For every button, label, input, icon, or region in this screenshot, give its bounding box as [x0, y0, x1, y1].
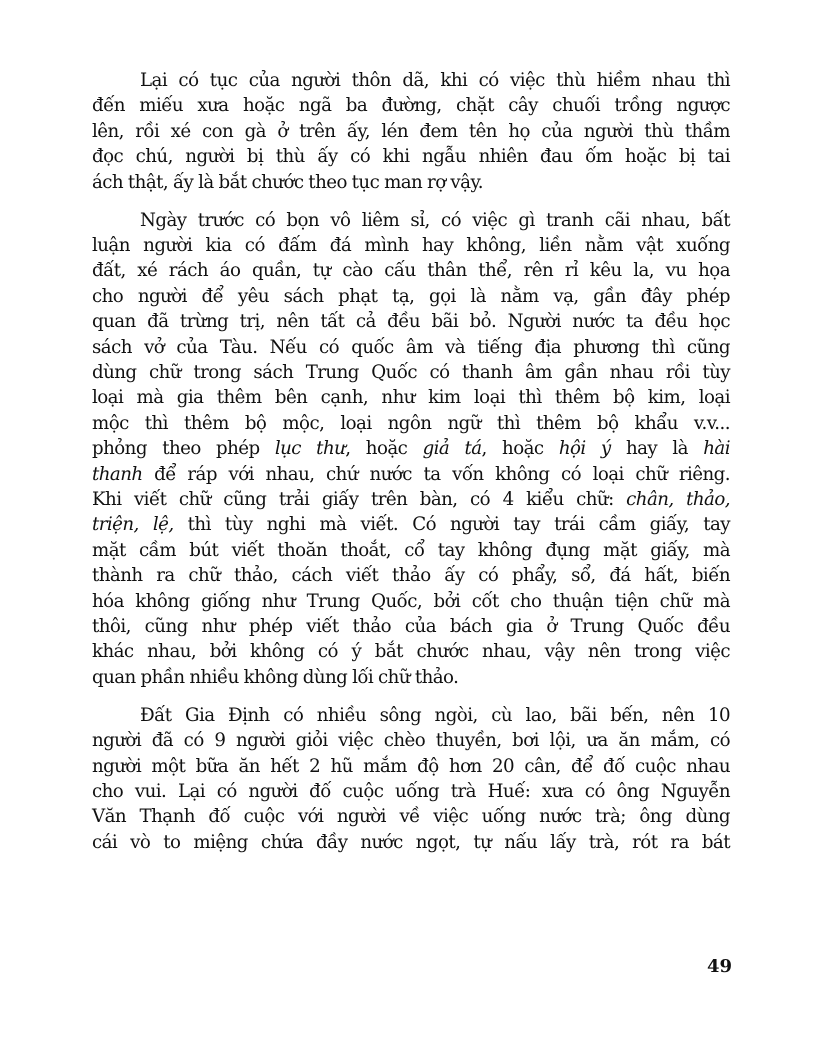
italic-term: hội ý — [558, 438, 611, 460]
text-line: đến miếu xưa hoặc ngã ba đường, chặt cây chuối trồng ngược — [92, 95, 730, 117]
paragraph — [92, 208, 730, 691]
page-number: 49 — [706, 956, 732, 977]
text-line: Đất Gia Định có nhiều sông ngòi, cù lao, bãi bến, nên 10 — [140, 704, 730, 726]
italic-term: hài — [703, 438, 730, 460]
text-line: thôi, cũng như phép viết thảo của bách gia ở Trung Quốc đều — [92, 616, 730, 638]
text-line: người đã có 9 người giỏi việc chèo thuyền, bơi lội, ưa ăn mắm, có — [92, 730, 730, 752]
text-line: mặt cầm bút viết thoăn thoắt, cổ tay không đụng mặt giấy, mà — [92, 539, 730, 561]
text-line: lên, rồi xé con gà ở trên ấy, lén đem tên họ của người thù thầm — [92, 120, 730, 142]
text-line: khác nhau, bởi không có ý bắt chước nhau, vậy nên trong việc — [92, 641, 730, 663]
body-text — [92, 68, 730, 868]
text-line: người một bữa ăn hết 2 hũ mắm độ hơn 20 cân, để đố cuộc nhau — [92, 755, 730, 777]
paragraph — [92, 703, 730, 855]
text-line: cái vò to miệng chứa đầy nước ngọt, tự nấu lấy trà, rót ra bát — [92, 831, 730, 853]
text-line: luận người kia có đấm đá mình hay không, liền nằm vật xuống — [92, 234, 730, 256]
text-line: sách vở của Tàu. Nếu có quốc âm và tiếng địa phương thì cũng — [92, 336, 730, 358]
text-line: cho người để yêu sách phạt tạ, gọi là nằm vạ, gần đây phép — [92, 285, 730, 307]
text-line: quan phần nhiều không dùng lối chữ thảo. — [92, 666, 459, 688]
text-line: đọc chú, người bị thù ấy có khi ngẫu nhiên đau ốm hoặc bị tai — [92, 146, 730, 168]
text-line: Lại có tục của người thôn dã, khi có việc thù hiềm nhau thì — [140, 70, 730, 91]
text-line: cho vui. Lại có người đố cuộc uống trà Huế: xưa có ông Nguyễn — [92, 780, 730, 802]
italic-term: chân, thảo, — [626, 489, 730, 510]
italic-term: lục thư — [274, 438, 346, 460]
italic-term: giả tá — [422, 438, 482, 460]
text-line: loại mà gia thêm bên cạnh, như kim loại thì thêm bộ kim, loại — [92, 387, 730, 409]
text-line: dùng chữ trong sách Trung Quốc có thanh âm gần nhau rồi tùy — [92, 361, 730, 383]
text-line: Ngày trước có bọn vô liêm sỉ, có việc gì tranh cãi nhau, bất — [140, 209, 730, 231]
text-line: thành ra chữ thảo, cách viết thảo ấy có phẩy, sổ, đá hất, biến — [92, 565, 730, 587]
paragraph — [92, 68, 730, 195]
text-line: hóa không giống như Trung Quốc, bởi cốt cho thuận tiện chữ mà — [92, 590, 730, 612]
text-line: quan đã trừng trị, nên tất cả đều bãi bỏ. Người nước ta đều học — [92, 311, 730, 333]
italic-term: triện, lệ, — [92, 514, 174, 536]
italic-term: thanh — [92, 463, 143, 485]
text-line: thanh để ráp với nhau, chứ nước ta vốn không có loại chữ riêng. — [92, 463, 730, 485]
text-line: đất, xé rách áo quần, tự cào cấu thân thể, rên rỉ kêu la, vu họa — [92, 260, 730, 282]
text-line: Khi viết chữ cũng trải giấy trên bàn, có 4 kiểu chữ: chân, thảo, — [92, 489, 730, 510]
text-line: triện, lệ, thì tùy nghi mà viết. Có người tay trái cầm giấy, tay — [92, 514, 730, 536]
text-line: Văn Thạnh đố cuộc với người về việc uống nước trà; ông dùng — [92, 806, 730, 828]
text-line: ách thật, ấy là bắt chước theo tục man rợ vậy. — [92, 171, 483, 193]
text-line: mộc thì thêm bộ mộc, loại ngôn ngữ thì thêm bộ khẩu v.v... — [92, 412, 730, 434]
text-line: phỏng theo phép lục thư, hoặc giả tá, hoặc hội ý hay là hài — [92, 438, 730, 460]
